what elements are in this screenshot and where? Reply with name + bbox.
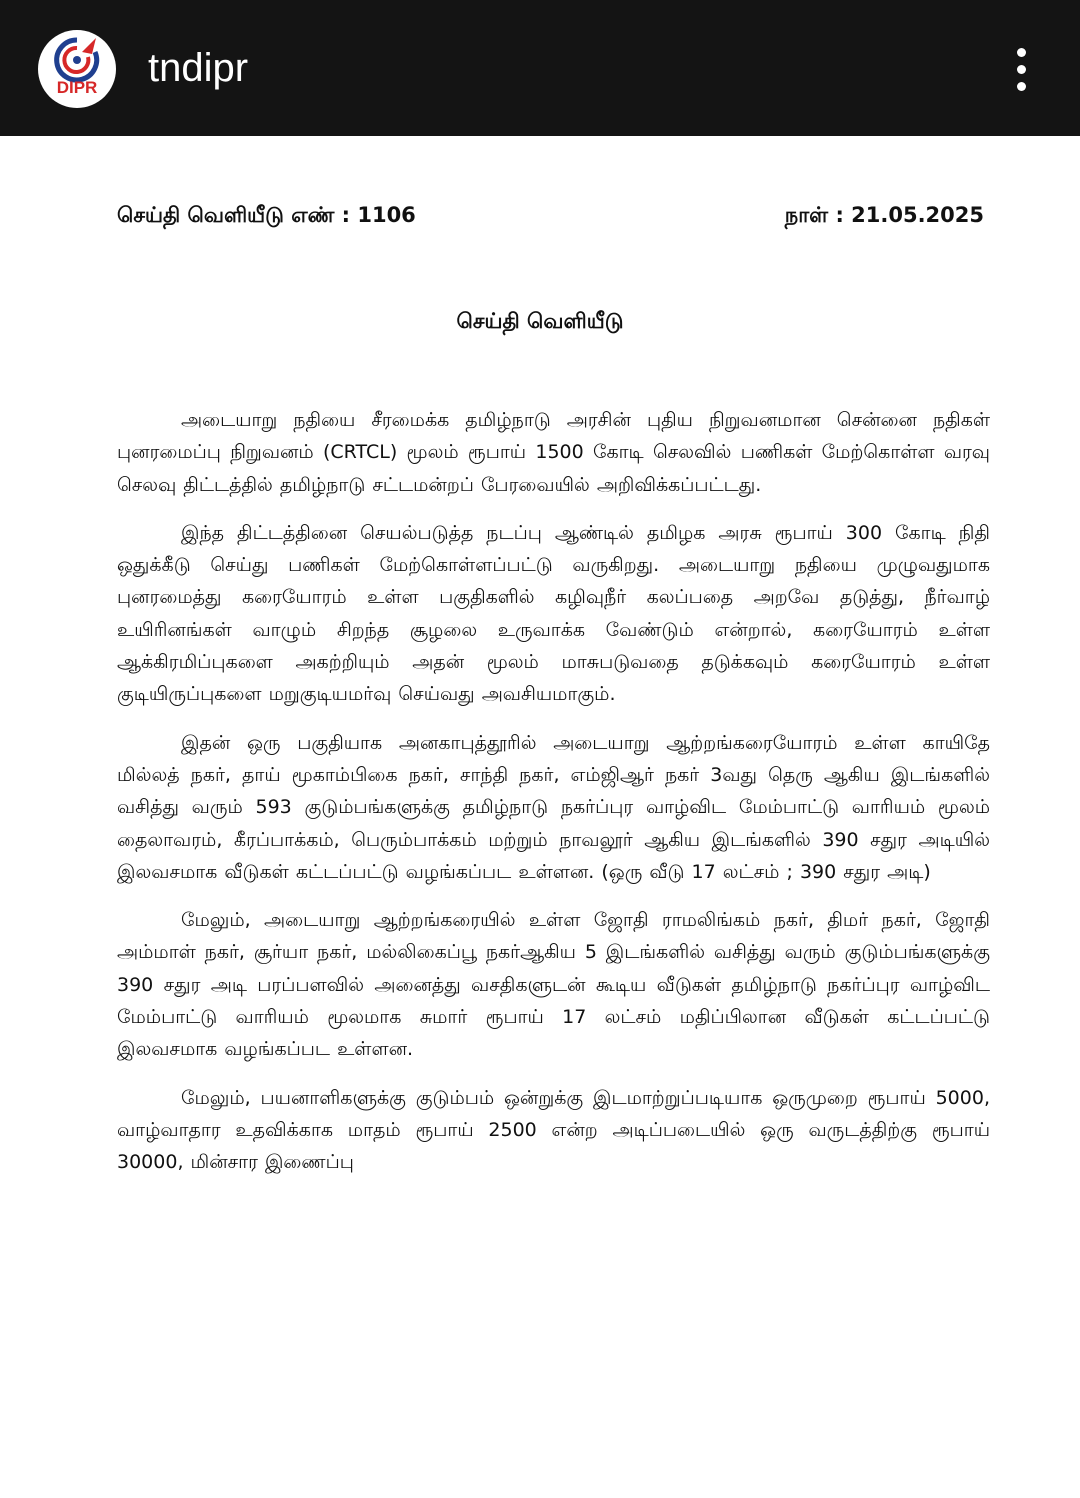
document-title: செய்தி வெளியீடு xyxy=(456,309,624,333)
release-number: செய்தி வெளியீடு எண் : 1106 xyxy=(117,203,416,227)
paragraph: இதன் ஒரு பகுதியாக அனகாபுத்தூரில் அடையாறு ஆற்றங்கரையோரம் உள்ள காயிதே மில்லத் நகர், தாய் மூகாம்பிகை நகர், சாந்தி நகர், எம்ஜிஆர் நகர் 3வது தெரு ஆகிய இடங்களில் வசித்து வரும் 593 குடும்பங்களுக்கு தமிழ்நாடு நகர்ப்புர வாழ்விட மேம்பாட்டு வாரியம் மூலம் தைலாவரம், கீரப்பாக்கம், பெரும்பாக்கம் மற்றும் நாவலூர் ஆகிய இடங்களில் 390 சதுர அடியில் இலவசமாக வீடுகள் கட்டப்பட்டு வழங்கப்பட உள்ளன. (ஒரு வீடு 17 லட்சம் ; 390 சதுர அடி) xyxy=(117,731,990,883)
document-page xyxy=(0,136,1080,1498)
more-vert-icon-dot xyxy=(1017,82,1026,91)
more-vert-icon-dot xyxy=(1017,65,1026,74)
app-top-bar xyxy=(0,0,1080,136)
more-options-button[interactable] xyxy=(1000,40,1044,98)
logo-text: DIPR xyxy=(56,78,98,97)
paragraph: மேலும், அடையாறு ஆற்றங்கரையில் உள்ள ஜோதி ராமலிங்கம் நகர், திமர் நகர், ஜோதி அம்மாள் நகர், சூர்யா நகர், மல்லிகைப்பூ நகர்ஆகிய 5 இடங்களில் வசித்து வரும் குடும்பங்களுக்கு 390 சதுர அடி பரப்பளவில் அனைத்து வசதிகளுடன் கூடிய வீடுகள் தமிழ்நாடு நகர்ப்புர வாழ்விட மேம்பாட்டு வாரியம் மூலமாக சுமார் ரூபாய் 17 லட்சம் மதிப்பிலான வீடுகள் கட்டப்பட்டு இலவசமாக வழங்கப்பட உள்ளன. xyxy=(117,909,990,1061)
paragraph: அடையாறு நதியை சீரமைக்க தமிழ்நாடு அரசின் புதிய நிறுவனமான சென்னை நதிகள் புனரமைப்பு நிறுவனம் (CRTCL) மூலம் ரூபாய் 1500 கோடி செலவில் பணிகள் மேற்கொள்ள வரவு செலவு திட்டத்தில் தமிழ்நாடு சட்டமன்றப் பேரவையில் அறிவிக்கப்பட்டது. xyxy=(117,409,990,496)
account-name[interactable]: tndipr xyxy=(148,46,249,90)
release-date: நாள் : 21.05.2025 xyxy=(784,203,984,227)
paragraph: இந்த திட்டத்தினை செயல்படுத்த நடப்பு ஆண்டில் தமிழக அரசு ரூபாய் 300 கோடி நிதி ஒதுக்கீடு செய்து பணிகள் மேற்கொள்ளப்பட்டு வருகிறது. அடையாறு நதியை முழுவதுமாக புனரமைத்து கரையோரம் உள்ள பகுதிகளில் கழிவுநீர் கலப்பதை அறவே தடுத்து, நீர்வாழ் உயிரினங்கள் வாழும் சிறந்த சூழலை உருவாக்க வேண்டும் என்றால், கரையோரம் உள்ள ஆக்கிரமிப்புகளை அகற்றியும் அதன் மூலம் மாசுபடுவதை தடுக்கவும் கரையோரம் உள்ள குடியிருப்புகளை மறுகுடியமர்வு செய்வது அவசியமாகும். xyxy=(117,521,990,706)
paragraph: மேலும், பயனாளிகளுக்கு குடும்பம் ஒன்றுக்கு இடமாற்றுப்படியாக ஒருமுறை ரூபாய் 5000, வாழ்வாதார உதவிக்காக மாதம் ரூபாய் 2500 என்ற அடிப்படையில் ஒரு வருடத்திற்கு ரூபாய் 30000, மின்சார இணைப்பு xyxy=(117,1086,990,1174)
more-vert-icon xyxy=(1017,48,1026,57)
account-avatar[interactable] xyxy=(38,30,116,108)
document-body xyxy=(117,404,990,1195)
